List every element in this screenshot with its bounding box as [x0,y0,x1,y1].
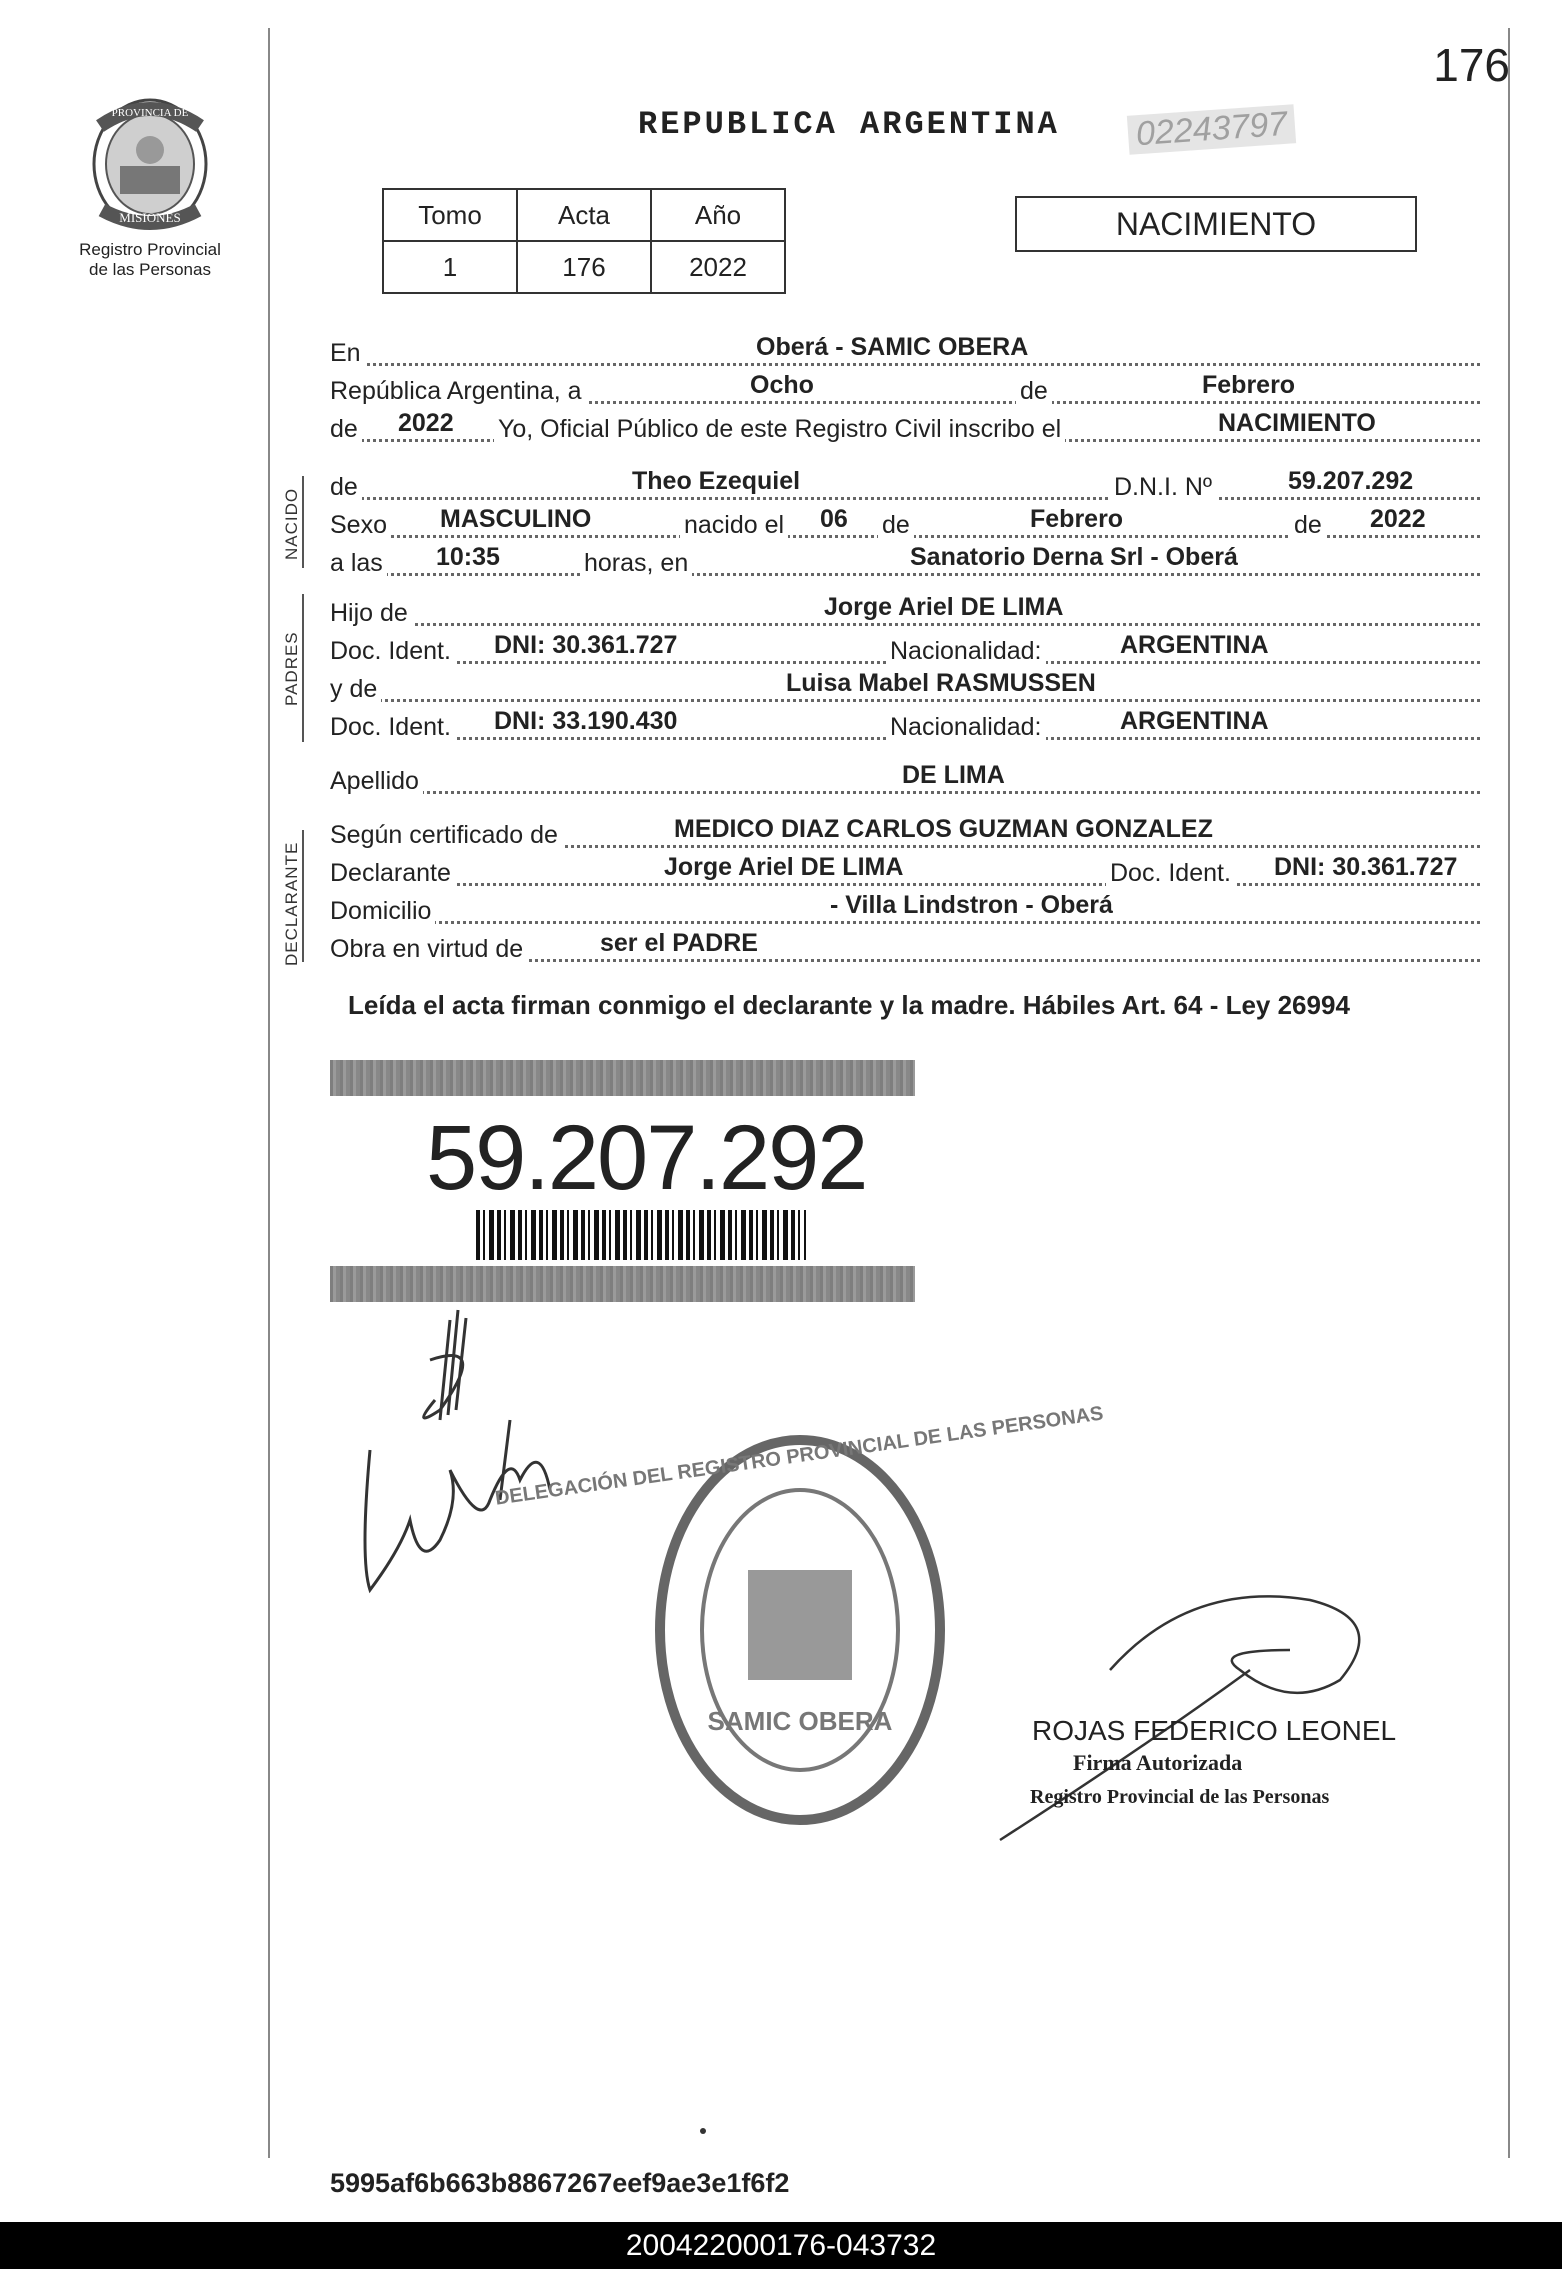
label-apellido: Apellido [330,767,423,796]
row-madre-doc [330,707,1480,746]
row-padre [330,593,1480,632]
value-child-name: Theo Ezequiel [632,467,801,495]
left-margin-line [268,28,270,2158]
document-hash: 5995af6b663b8867267eef9ae3e1f6f2 [330,2168,790,2198]
label-nacido-el: nacido el [680,511,788,540]
row-hora-lugar [330,543,1480,582]
label-en: En [330,339,365,368]
label-de2: de [330,415,362,444]
value-father-nat: ARGENTINA [1120,631,1269,659]
row-padre-doc [330,631,1480,670]
declarante-bracket [302,830,304,962]
record-table-value-row [383,241,785,293]
barcode-band-bottom [330,1266,915,1302]
record-table-header-row [383,189,785,241]
barcode-label [330,1060,915,1302]
signer-office: Registro Provincial de las Personas [1030,1786,1330,1808]
provincial-seal [60,86,240,280]
row-declarante [330,853,1480,892]
seal-caption-line2: de las Personas [89,260,211,279]
record-header-tomo: Tomo [383,189,517,241]
svg-text:SAMIC OBERA: SAMIC OBERA [707,1706,893,1736]
label-name-de: de [330,473,362,502]
label-y-de: y de [330,675,381,704]
value-child-dni: 59.207.292 [1288,467,1414,495]
misiones-seal-icon [80,86,220,236]
record-value-acta: 176 [517,241,651,293]
svg-text:PROVINCIA DE: PROVINCIA DE [111,107,189,119]
label-inscribo: Yo, Oficial Público de este Registro Civil inscribo el [494,415,1065,444]
value-father-doc: DNI: 30.361.727 [494,631,678,659]
barcode-bars-icon [476,1210,806,1260]
label-dni: D.N.I. Nº [1110,473,1216,502]
row-obra [330,929,1480,968]
barcode-band-top [330,1060,915,1096]
svg-text:MISIONES: MISIONES [119,210,181,225]
padres-bracket [302,594,304,742]
side-label-padres: PADRES [282,631,301,706]
record-header-ano: Año [651,189,785,241]
row-domicilio [330,891,1480,930]
label-a-las: a las [330,549,387,578]
signer-role: Firma Autorizada [1073,1750,1243,1775]
act-kind-box: NACIMIENTO [1015,196,1417,252]
value-birth-time: 10:35 [436,543,500,571]
row-sexo [330,505,1480,544]
label-doc-mother: Doc. Ident. [330,713,455,742]
record-value-ano: 2022 [651,241,785,293]
value-act-type: NACIMIENTO [1218,409,1376,437]
side-label-nacido: NACIDO [282,487,301,560]
value-mother-doc: DNI: 33.190.430 [494,707,678,735]
seal-caption-line1: Registro Provincial [79,240,221,259]
value-mother-nat: ARGENTINA [1120,707,1269,735]
label-segun: Según certificado de [330,821,562,850]
page-number: 176 [1433,39,1510,91]
value-day-word: Ocho [750,371,814,399]
row-certificado [330,815,1480,854]
label-de4: de [1290,511,1326,540]
value-certificado: MEDICO DIAZ CARLOS GUZMAN GONZALEZ [674,815,1213,843]
row-fecha-inscripcion [330,371,1480,410]
value-declarante: Jorge Ariel DE LIMA [664,853,904,881]
value-declarante-doc: DNI: 30.361.727 [1274,853,1458,881]
value-birth-day: 06 [820,505,848,533]
record-value-tomo: 1 [383,241,517,293]
value-birth-place: Sanatorio Derna Srl - Oberá [910,543,1238,571]
official-stamp-icon [493,1402,1105,1840]
signer-name: ROJAS FEDERICO LEONEL [1032,1715,1397,1746]
dot-mark [700,2128,706,2134]
label-republica: República Argentina, a [330,377,586,406]
row-apellido [330,761,1480,800]
label-nac-father: Nacionalidad: [886,637,1046,666]
label-doc-father: Doc. Ident. [330,637,455,666]
barcode-number: 59.207.292 [426,1107,867,1209]
footer-code-bar: 200422000176-043732 [0,2222,1562,2269]
label-sexo: Sexo [330,511,391,540]
side-label-declarante: DECLARANTE [282,841,301,966]
row-en [330,333,1480,372]
row-ano-inscribo [330,409,1480,448]
label-hijo-de: Hijo de [330,599,412,628]
label-domicilio: Domicilio [330,897,435,926]
label-de3: de [878,511,914,540]
row-madre [330,669,1480,708]
value-mother-name: Luisa Mabel RASMUSSEN [786,669,1096,697]
value-en: Oberá - SAMIC OBERA [756,333,1029,361]
value-year: 2022 [398,409,454,437]
svg-text:DELEGACIÓN DEL REGISTRO PROVIN: DELEGACIÓN DEL REGISTRO PROVINCIAL DE LAS PERSONAS [493,1402,1105,1510]
right-margin-line [1508,28,1510,2158]
value-apellido: DE LIMA [902,761,1005,789]
value-obra: ser el PADRE [600,929,758,957]
label-de: de [1016,377,1052,406]
row-nombre [330,467,1480,506]
declarant-signature-icon [340,1300,580,1620]
value-birth-year: 2022 [1370,505,1426,533]
label-doc-declarante: Doc. Ident. [1106,859,1235,888]
document-title: REPUBLICA ARGENTINA [638,106,1060,143]
record-table [382,188,786,294]
label-nac-mother: Nacionalidad: [886,713,1046,742]
closing-note: Leída el acta firman conmigo el declarante y la madre. Hábiles Art. 64 - Ley 26994 [348,990,1350,1020]
nacido-bracket [302,476,304,568]
value-sexo: MASCULINO [440,505,592,533]
label-obra: Obra en virtud de [330,935,527,964]
label-declarante: Declarante [330,859,455,888]
value-domicilio: - Villa Lindstron - Oberá [830,891,1113,919]
record-header-acta: Acta [517,189,651,241]
serial-number: 02243797 [1127,104,1297,155]
label-horas-en: horas, en [580,549,692,578]
value-month-word: Febrero [1202,371,1296,399]
value-father-name: Jorge Ariel DE LIMA [824,593,1064,621]
value-birth-month: Febrero [1030,505,1124,533]
